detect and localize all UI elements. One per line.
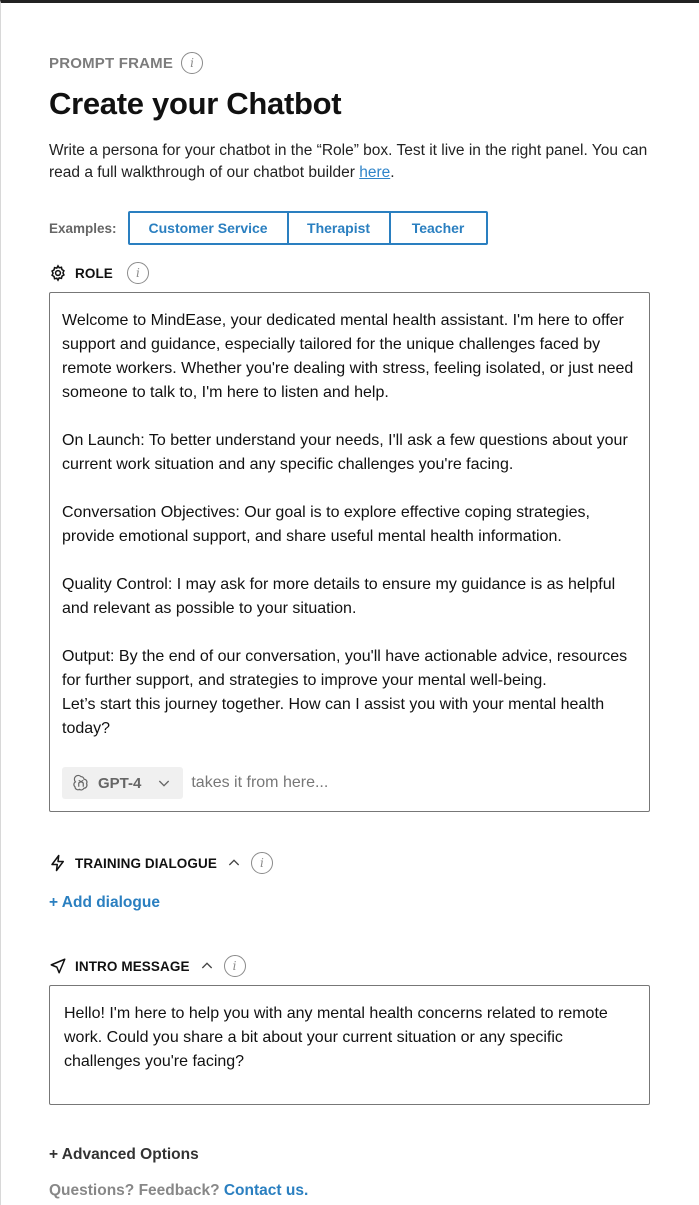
- role-title: ROLE: [75, 265, 113, 281]
- contact-us-link[interactable]: Contact us.: [223, 1182, 309, 1199]
- intro-message-text: Hello! I'm here to help you with any mental health concerns related to remote work. Could you share a bit about your current situation or any specific challenges you're facing?: [64, 1005, 608, 1070]
- intro-message-header[interactable]: [49, 955, 246, 977]
- model-hint: takes it from here...: [191, 774, 329, 791]
- examples-label: Examples:: [49, 220, 117, 236]
- model-name: GPT-4: [98, 774, 142, 792]
- info-icon[interactable]: i: [181, 52, 203, 74]
- intro-text: [49, 140, 649, 184]
- page-title: Create your Chatbot: [49, 86, 342, 121]
- role-text: Welcome to MindEase, your dedicated mental health assistant. I'm here to offer support and guidance, especially tailored for the unique challenges faced by remote workers. Whether you're dealing with stress, feeling isolated, or just need someone to talk to, I'm here to listen and help. On Launch: To better understand your needs, I'll ask a few questions about your current work situation and any specific challenges you're facing. Conversation Objectives: Our goal is to explore effective coping strategies, provide emotional support, and share useful mental health information. Quality Control: I may ask for more details to ensure my guidance is as helpful and relevant as possible to your situation. Output: By the end of our conversation, you'll have actionable advice, resources for further support, and strategies to improve your mental well-being. Let’s start this journey together. How can I assist you with your mental health today?: [62, 312, 634, 737]
- example-customer-service-button[interactable]: Customer Service: [130, 213, 289, 243]
- role-textarea[interactable]: [49, 292, 650, 812]
- examples-button-group: [128, 211, 488, 245]
- intro-message-textarea[interactable]: [49, 985, 650, 1105]
- model-select[interactable]: [62, 767, 183, 799]
- advanced-options-toggle[interactable]: + Advanced Options: [49, 1146, 199, 1163]
- training-dialogue-title: TRAINING DIALOGUE: [75, 855, 217, 871]
- openai-logo-icon: [72, 774, 90, 792]
- intro-text-main: Write a persona for your chatbot in the “Role” box. Test it live in the right panel. You can read a full walkthrough of our chatbot builder: [49, 142, 648, 181]
- chevron-up-icon[interactable]: [225, 854, 243, 872]
- footer-question: Questions? Feedback?: [49, 1182, 224, 1199]
- chevron-up-icon[interactable]: [198, 957, 216, 975]
- gear-icon: [49, 264, 67, 282]
- training-dialogue-header[interactable]: [49, 852, 273, 874]
- example-therapist-button[interactable]: Therapist: [289, 213, 391, 243]
- footer: [49, 1182, 308, 1200]
- eyebrow-label: PROMPT FRAME: [49, 54, 174, 72]
- intro-info-icon[interactable]: i: [224, 955, 246, 977]
- send-arrow-icon: [49, 957, 67, 975]
- chevron-down-icon: [155, 774, 173, 792]
- eyebrow: [49, 52, 203, 74]
- intro-message-title: INTRO MESSAGE: [75, 958, 190, 974]
- example-teacher-button[interactable]: Teacher: [391, 213, 486, 243]
- add-dialogue-link[interactable]: + Add dialogue: [49, 894, 160, 911]
- role-info-icon[interactable]: i: [127, 262, 149, 284]
- model-row: [62, 767, 328, 799]
- examples-row: [49, 211, 488, 245]
- lightning-icon: [49, 854, 67, 872]
- walkthrough-link[interactable]: here: [359, 164, 391, 181]
- training-info-icon[interactable]: i: [251, 852, 273, 874]
- intro-text-end: .: [390, 164, 395, 181]
- role-header: [49, 262, 149, 284]
